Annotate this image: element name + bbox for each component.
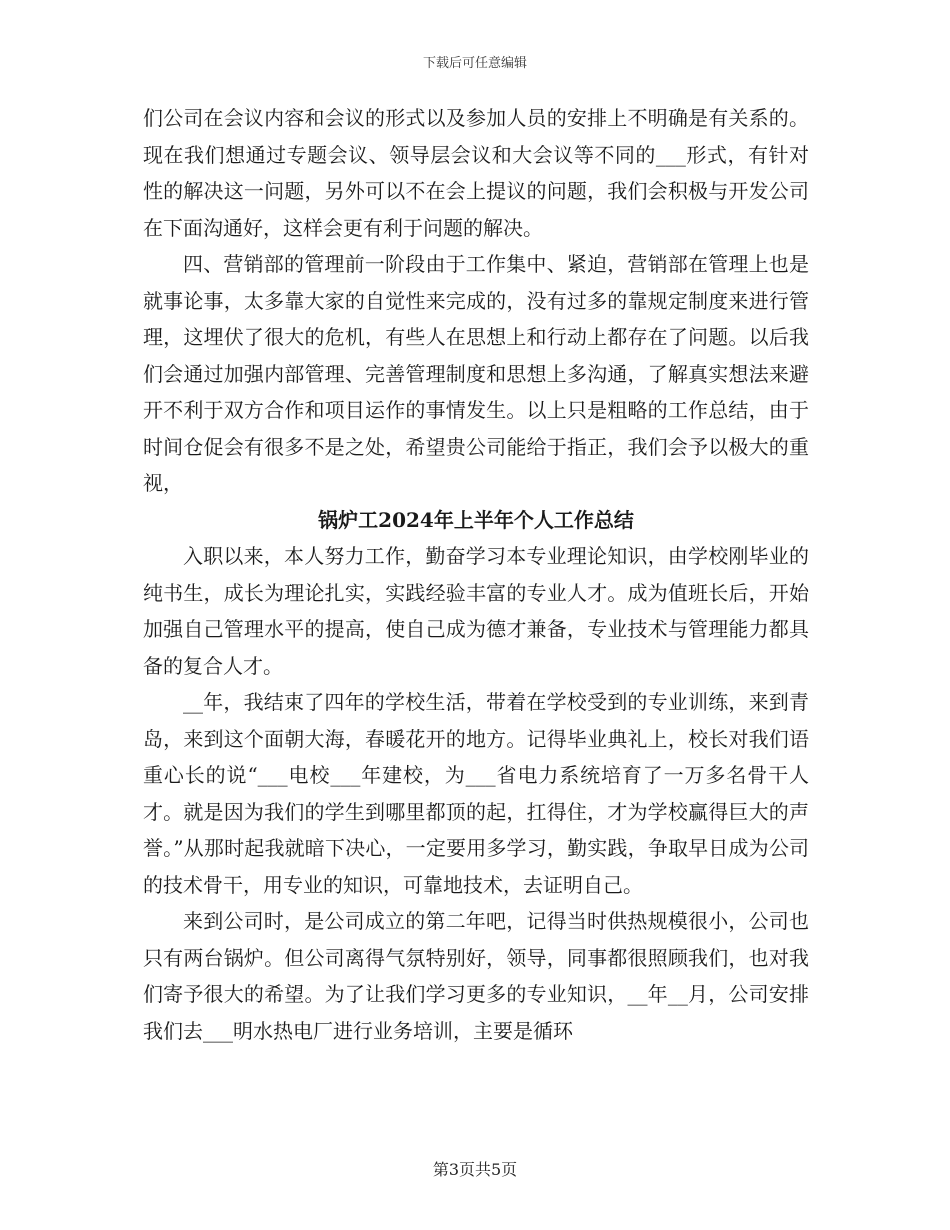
paragraph-graduation: __年，我结束了四年的学校生活，带着在学校受到的专业训练，来到青岛，来到这个面朝大海，春暖花开的地方。记得毕业典礼上，校长对我们语重心长的说“___电校___年建校，为___省电力系统培育了一万多名骨干人才。就是因为我们的学生到哪里都顶的起，扛得住，才为学校赢得巨大的声誉。”从那时起我就暗下决心，一定要用多学习，勤实践，争取早日成为公司的技术骨干，用专业的知识，可靠地技术，去证明自己。: [143, 690, 809, 897]
paragraph-marketing-management: 四、营销部的管理前一阶段由于工作集中、紧迫，营销部在管理上也是就事论事，太多靠大家的自觉性来完成的，没有过多的靠规定制度来进行管理，这埋伏了很大的危机，有些人在思想上和行动上都存在了问题。以后我们会通过加强内部管理、完善管理制度和思想上多沟通，了解真实想法来避开不利于双方合作和项目运作的事情发生。以上只是粗略的工作总结，由于时间仓促会有很多不是之处，希望贵公司能给于指正，我们会予以极大的重视，: [143, 252, 809, 495]
paragraph-intro: 入职以来，本人努力工作，勤奋学习本专业理论知识，由学校刚毕业的纯书生，成长为理论扎实，实践经验丰富的专业人才。成为值班长后，开始加强自己管理水平的提高，使自己成为德才兼备，专业技术与管理能力都具备的复合人才。: [143, 544, 809, 678]
page-header: 下载后可任意编辑: [422, 56, 527, 71]
page-number: 第3页共5页: [432, 1160, 518, 1179]
document-title: 锅炉工2024年上半年个人工作总结: [318, 507, 634, 532]
paragraph-continuation: 们公司在会议内容和会议的形式以及参加人员的安排上不明确是有关系的。现在我们想通过专题会议、领导层会议和大会议等不同的___形式，有针对性的解决这一问题，另外可以不在会上提议的问题，我们会积极与开发公司在下面沟通好，这样会更有利于问题的解决。: [143, 106, 809, 240]
paragraph-company: 来到公司时，是公司成立的第二年吧，记得当时供热规模很小，公司也只有两台锅炉。但公司离得气氛特别好，领导，同事都很照顾我们，也对我们寄予很大的希望。为了让我们学习更多的专业知识，__年__月，公司安排我们去___明水热电厂进行业务培训，主要是循环: [143, 909, 809, 1043]
document-body: [143, 100, 809, 1049]
